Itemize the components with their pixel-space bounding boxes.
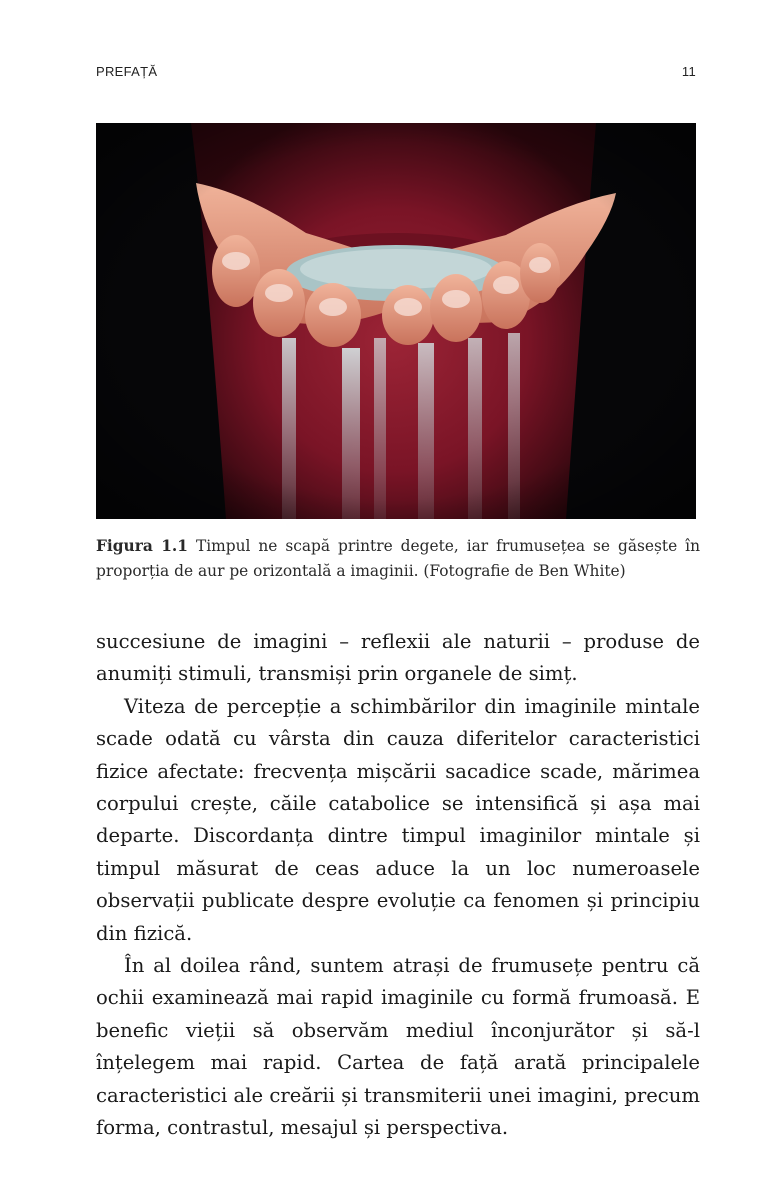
body-text [96, 626, 700, 1145]
running-header [96, 64, 696, 82]
paragraph-1: succesiune de imagini – reflexii ale naturii – produse de anumiți stimuli, transmiși prin organele de simț. [96, 630, 700, 686]
figure-photo [96, 123, 696, 519]
hands-with-sand-illustration [96, 123, 696, 519]
figure-caption-text: Timpul ne scapă printre degete, iar frumusețea se găsește în proporția de aur pe orizontală a imaginii. (Fotografie de Ben White) [96, 537, 700, 580]
paragraph-3: În al doilea rând, suntem atrași de frumusețe pentru că ochii examinează mai rapid imaginile cu formă frumoasă. E benefic vieții să observăm mediul înconjurător și să-l înțelegem mai rapid. Cartea de față arată principalele caracteristici ale creării și transmiterii unei imagini, precum forma, contrastul, mesajul și perspectiva. [96, 954, 700, 1140]
page-number: 11 [681, 64, 696, 79]
running-head-title: PREFAȚĂ [96, 64, 158, 79]
figure-caption [96, 534, 700, 584]
paragraph-2: Viteza de percepție a schimbărilor din imaginile mintale scade odată cu vârsta din cauza diferitelor caracteristici fizice afectate: frecvența mișcării sacadice scade, mărimea corpului crește, căile catabolice se intensifică și așa mai departe. Discordanța dintre timpul imaginilor mintale și timpul măsurat de ceas aduce la un loc numeroasele observații publicate despre evoluție ca fenomen și principiu din fizică. [96, 694, 700, 945]
figure-label: Figura 1.1 [96, 537, 188, 555]
